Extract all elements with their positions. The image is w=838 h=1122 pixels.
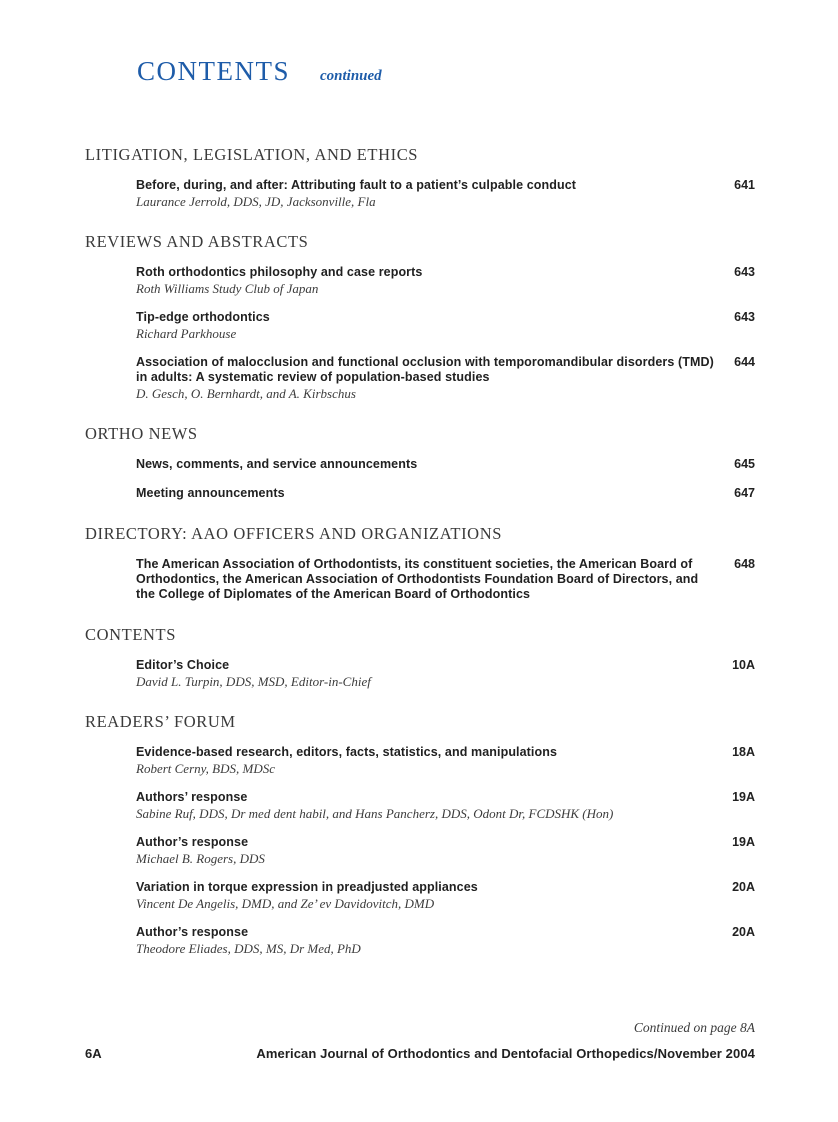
page-footer xyxy=(85,1046,755,1061)
toc-section xyxy=(85,233,755,401)
entry-title: Variation in torque expression in preadjusted appliances xyxy=(136,880,478,894)
footer-journal-line: American Journal of Orthodontics and Dentofacial Orthopedics/November 2004 xyxy=(256,1046,755,1061)
toc-entry xyxy=(136,835,755,866)
entry-title: The American Association of Orthodontists, its constituent societies, the American Board of Orthodontics, the American Association of Orthodontists Foundation Board of Directors, and the College of Diplomates of the American Board of Orthodontics xyxy=(136,557,699,601)
entry-main xyxy=(136,486,716,501)
toc-entry xyxy=(136,557,755,602)
entry-page-number: 641 xyxy=(734,178,755,192)
entry-title: Meeting announcements xyxy=(136,486,285,500)
entry-authors: Theodore Eliades, DDS, MS, Dr Med, PhD xyxy=(136,941,361,956)
entry-page-number: 20A xyxy=(732,880,755,894)
entry-main xyxy=(136,745,716,776)
entry-main xyxy=(136,457,716,472)
entry-main xyxy=(136,557,716,602)
toc-entry xyxy=(136,745,755,776)
continued-label: continued xyxy=(320,68,382,84)
entry-main xyxy=(136,658,716,689)
page-title: CONTENTS xyxy=(137,56,290,86)
entry-page-number: 648 xyxy=(734,557,755,571)
entry-authors: Vincent De Angelis, DMD, and Ze’ ev Davidovitch, DMD xyxy=(136,896,435,911)
entry-authors: Richard Parkhouse xyxy=(136,326,237,341)
toc-entry xyxy=(136,486,755,501)
section-heading: READERS’ FORUM xyxy=(85,712,236,731)
entry-authors: D. Gesch, O. Bernhardt, and A. Kirbschus xyxy=(136,386,356,401)
continuation-note: Continued on page 8A xyxy=(633,1020,755,1035)
toc-entry xyxy=(136,310,755,341)
section-heading: REVIEWS AND ABSTRACTS xyxy=(85,232,309,251)
toc-entry xyxy=(136,355,755,401)
toc-section xyxy=(85,425,755,501)
section-heading: LITIGATION, LEGISLATION, AND ETHICS xyxy=(85,145,419,164)
entry-main xyxy=(136,790,716,821)
entry-title: Authors’ response xyxy=(136,790,248,804)
toc-header xyxy=(137,56,382,87)
toc-entry xyxy=(136,265,755,296)
entry-main xyxy=(136,835,716,866)
entry-authors: Laurance Jerrold, DDS, JD, Jacksonville, Fla xyxy=(136,194,376,209)
entry-authors: Roth Williams Study Club of Japan xyxy=(136,281,319,296)
toc-section xyxy=(85,713,755,956)
toc-entry xyxy=(136,457,755,472)
toc-section xyxy=(85,626,755,689)
toc-section xyxy=(85,146,755,209)
section-heading: ORTHO NEWS xyxy=(85,424,198,443)
footer-page-number: 6A xyxy=(85,1046,102,1061)
entry-title: Author’s response xyxy=(136,835,249,849)
toc-entry xyxy=(136,658,755,689)
entry-title: Before, during, and after: Attributing fault to a patient’s culpable conduct xyxy=(136,178,577,192)
toc-section xyxy=(85,525,755,602)
entry-title: Editor’s Choice xyxy=(136,658,230,672)
entry-page-number: 19A xyxy=(732,790,755,804)
entry-title: Evidence-based research, editors, facts, statistics, and manipulations xyxy=(136,745,558,759)
sections xyxy=(85,146,755,956)
entry-main xyxy=(136,880,716,911)
section-heading: CONTENTS xyxy=(85,625,176,644)
entry-page-number: 19A xyxy=(732,835,755,849)
entry-title: Tip-edge orthodontics xyxy=(136,310,270,324)
entry-main xyxy=(136,355,716,401)
entry-authors: Robert Cerny, BDS, MDSc xyxy=(136,761,276,776)
entry-page-number: 647 xyxy=(734,486,755,500)
entry-page-number: 18A xyxy=(732,745,755,759)
section-heading: DIRECTORY: AAO OFFICERS AND ORGANIZATIONS xyxy=(85,524,502,543)
toc-entry xyxy=(136,880,755,911)
entry-title: News, comments, and service announcements xyxy=(136,457,418,471)
entry-main xyxy=(136,178,716,209)
entry-title: Association of malocclusion and functional occlusion with temporomandibular disorders (TMD) in adults: A systematic review of population-based studies xyxy=(136,355,714,384)
toc-entry xyxy=(136,925,755,956)
entry-page-number: 645 xyxy=(734,457,755,471)
entry-page-number: 10A xyxy=(732,658,755,672)
entry-main xyxy=(136,925,716,956)
toc-entry xyxy=(136,178,755,209)
entry-authors: Sabine Ruf, DDS, Dr med dent habil, and Hans Pancherz, DDS, Odont Dr, FCDSHK (Hon) xyxy=(136,806,614,821)
entry-page-number: 644 xyxy=(734,355,755,369)
entry-main xyxy=(136,310,716,341)
entry-page-number: 20A xyxy=(732,925,755,939)
entry-page-number: 643 xyxy=(734,265,755,279)
entry-main xyxy=(136,265,716,296)
entry-authors: Michael B. Rogers, DDS xyxy=(136,851,265,866)
entry-page-number: 643 xyxy=(734,310,755,324)
toc-entry xyxy=(136,790,755,821)
entry-title: Author’s response xyxy=(136,925,249,939)
entry-title: Roth orthodontics philosophy and case reports xyxy=(136,265,423,279)
entry-authors: David L. Turpin, DDS, MSD, Editor-in-Chief xyxy=(136,674,371,689)
